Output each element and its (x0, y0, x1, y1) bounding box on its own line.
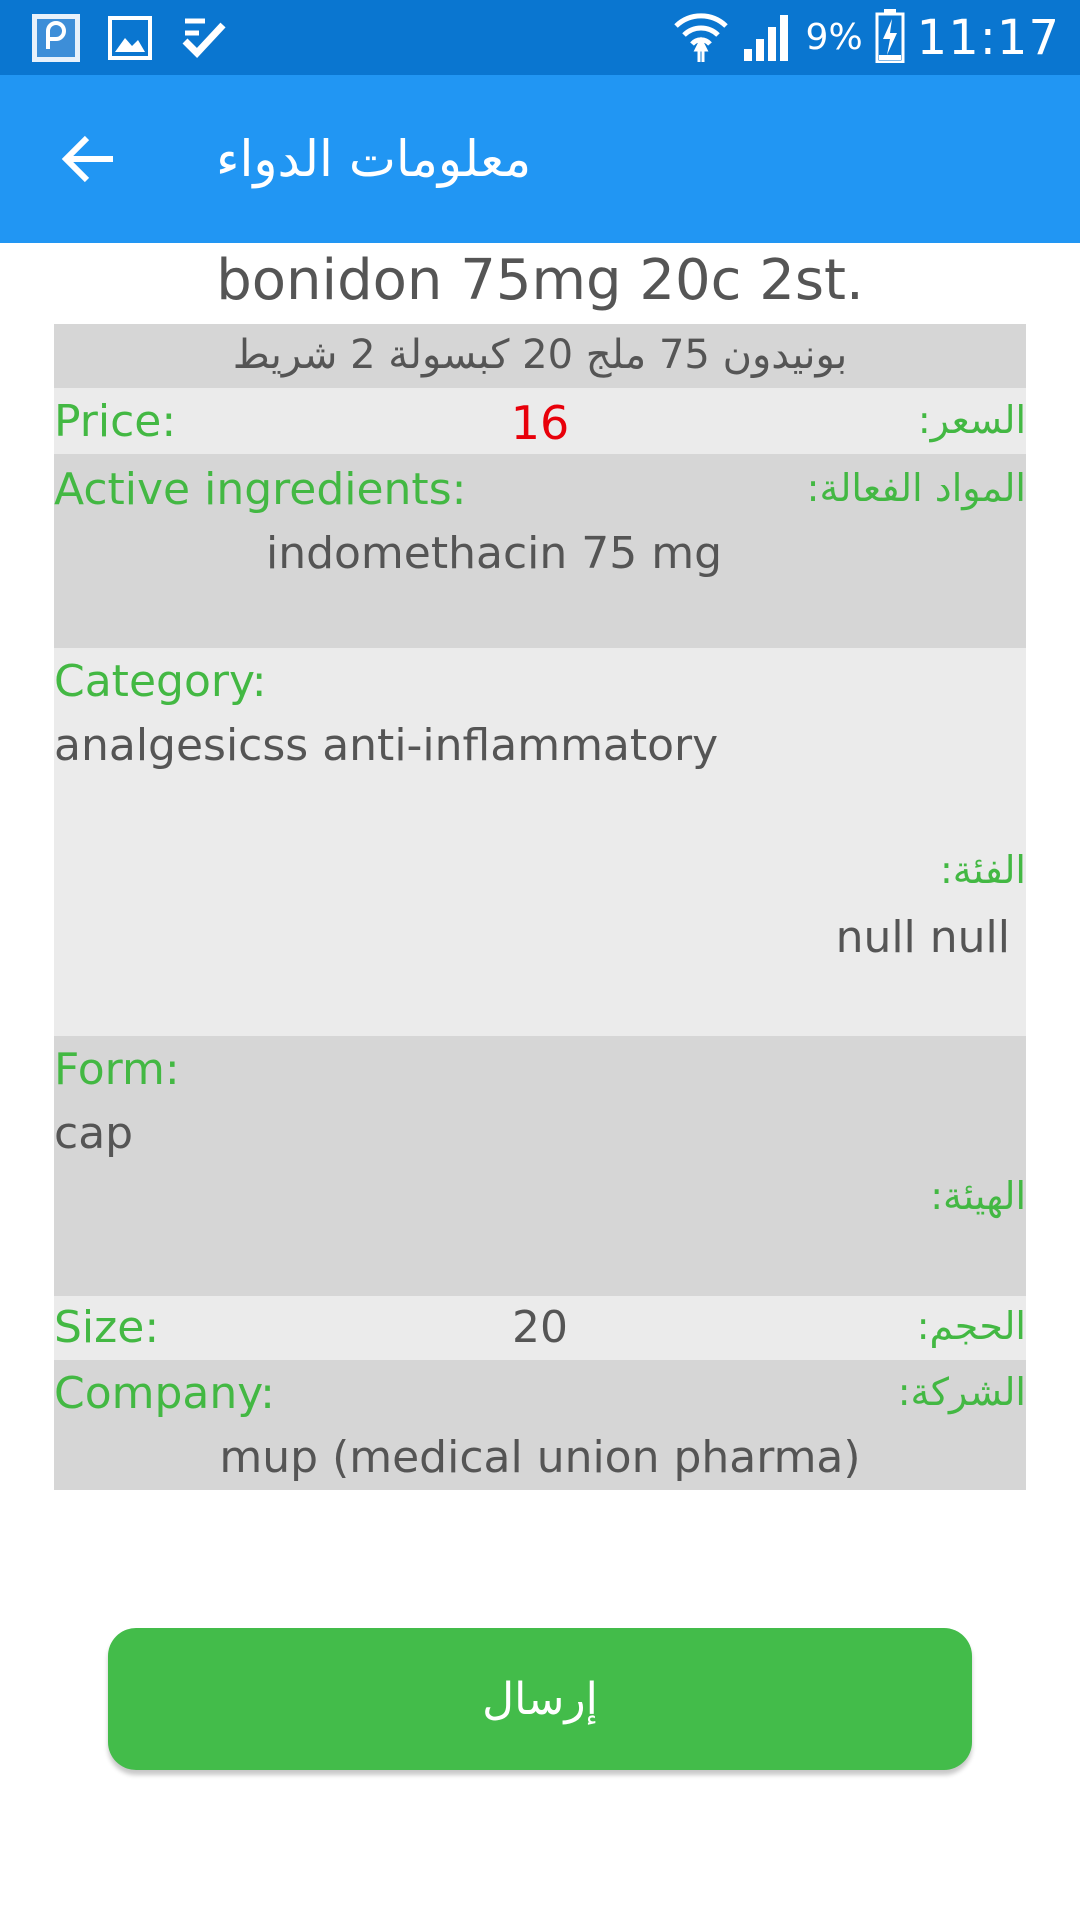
form-value-en: cap (54, 1108, 134, 1159)
price-label-en: Price: (54, 396, 177, 447)
app-bar (0, 75, 1080, 243)
app-notification-icon (30, 12, 82, 64)
gallery-icon (104, 12, 156, 64)
form-label-ar: الهيئة: (930, 1174, 1026, 1218)
company-label-ar: الشركة: (897, 1370, 1026, 1414)
company-value: mup (medical union pharma) (219, 1432, 861, 1483)
battery-percent: 9% (805, 17, 863, 58)
size-label-en: Size: (54, 1302, 160, 1353)
signal-icon (742, 11, 794, 65)
arrow-back-icon (61, 134, 115, 184)
checklist-icon (178, 12, 230, 64)
back-button[interactable] (48, 119, 128, 199)
price-label-ar: السعر: (917, 398, 1026, 442)
notification-icons (30, 10, 230, 65)
size-label-ar: الحجم: (916, 1304, 1026, 1348)
status-bar (0, 0, 1080, 75)
price-value: 16 (510, 396, 570, 450)
send-button-label: إرسال (482, 1673, 598, 1725)
drug-name-ar: بونيدون 75 ملج 20 كبسولة 2 شريط (232, 332, 848, 378)
send-button[interactable] (108, 1628, 972, 1770)
active-ingredients-section (54, 454, 1026, 648)
active-ingredients-value: indomethacin 75 mg (265, 528, 723, 579)
drug-name-ar-row (54, 324, 1026, 388)
battery-charging-icon (875, 9, 905, 67)
size-value: 20 (512, 1302, 568, 1353)
company-label-en: Company: (54, 1368, 275, 1419)
category-section (54, 648, 1026, 1036)
company-section (54, 1360, 1026, 1490)
form-section (54, 1036, 1026, 1296)
price-row (54, 388, 1026, 454)
category-label-ar: الفئة: (939, 848, 1026, 892)
wifi-icon (672, 10, 730, 66)
active-ingredients-label-en: Active ingredients: (54, 464, 467, 515)
drug-name-en: bonidon 75mg 20c 2st. (216, 248, 864, 313)
category-value-en: analgesicss anti-inflammatory (54, 720, 719, 771)
clock: 11:17 (916, 9, 1060, 66)
active-ingredients-label-ar: المواد الفعالة: (806, 466, 1026, 510)
category-value-ar: null null (835, 912, 1010, 963)
system-status (672, 0, 1060, 75)
page-title: معلومات الدواء (216, 130, 532, 188)
size-row (54, 1296, 1026, 1360)
category-label-en: Category: (54, 656, 267, 707)
form-label-en: Form: (54, 1044, 180, 1095)
